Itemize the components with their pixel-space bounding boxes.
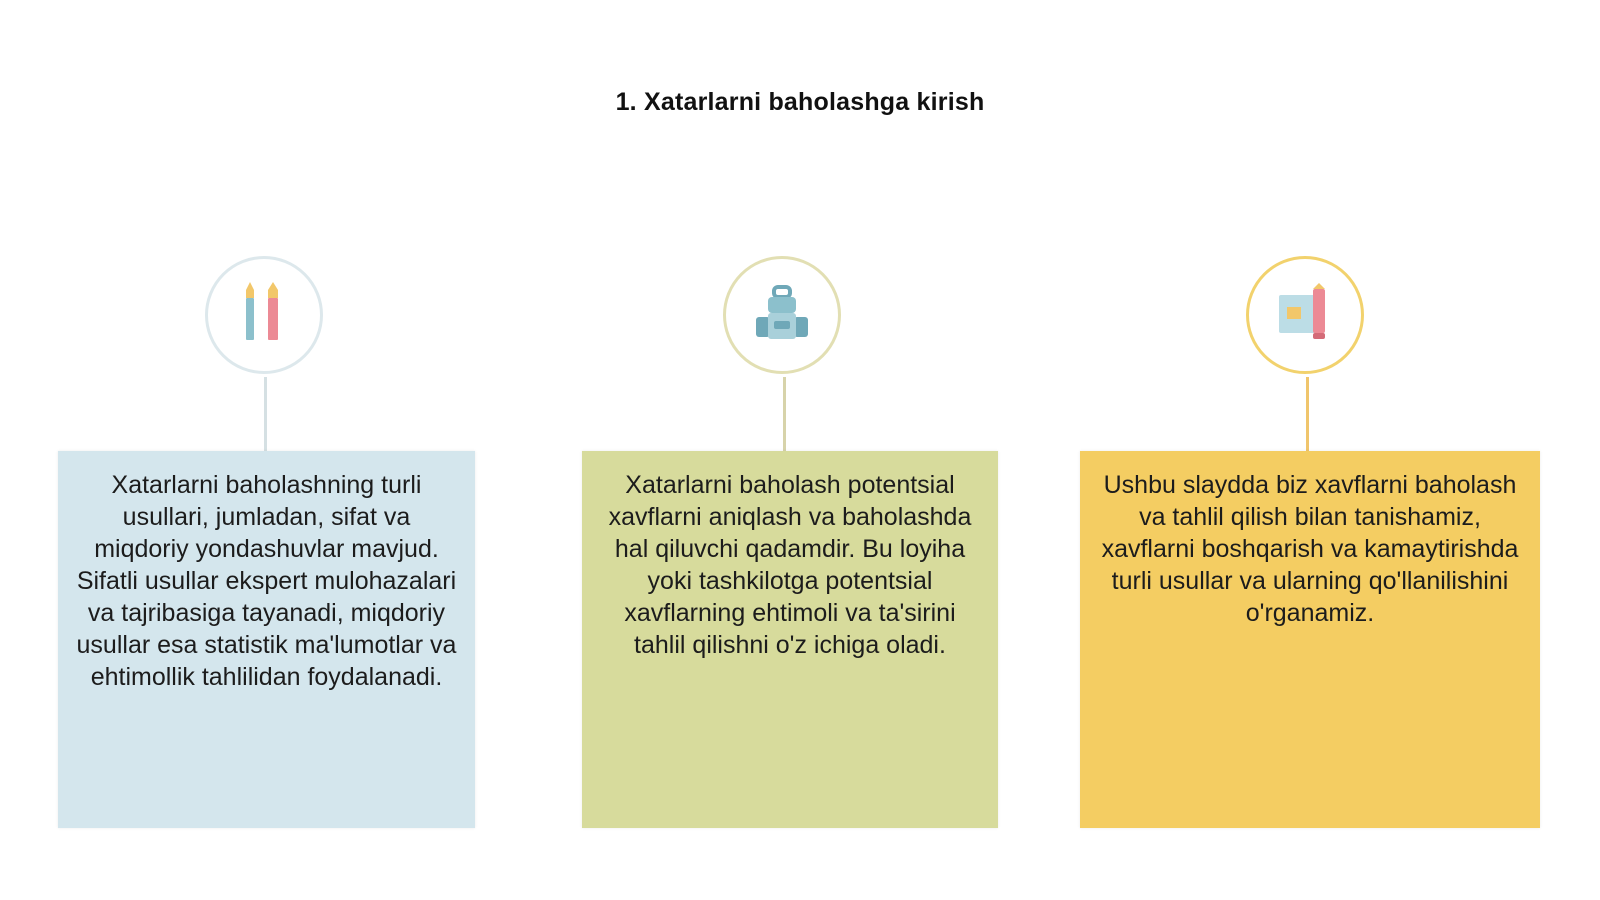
info-card-1 <box>58 451 475 828</box>
icon-circle-3 <box>1246 256 1364 374</box>
connector-2 <box>783 377 786 451</box>
slide-title: 1. Xatarlarni baholashga kirish <box>615 88 985 116</box>
card-3-text: Ushbu slaydda biz xavflarni baholash va tahlil qilish bilan tanishamiz, xavflarni boshqarish va kamaytirishda turli usullar va ularning qo'llanilishini o'rganamiz. <box>1101 471 1519 627</box>
backpack-icon <box>750 283 814 347</box>
icon-circle-2 <box>723 256 841 374</box>
info-card-2 <box>582 451 998 828</box>
pencils-icon <box>234 280 294 350</box>
connector-1 <box>264 377 267 451</box>
card-2-text: Xatarlarni baholash potentsial xavflarni aniqlash va baholashda hal qiluvchi qadamdir. Bu loyiha yoki tashkilotga potentsial xavflarning ehtimoli va ta'sirini tahlil qilishni o'z ichiga oladi. <box>608 471 972 659</box>
connector-3 <box>1306 377 1309 451</box>
icon-circle-1 <box>205 256 323 374</box>
notepad-pencil-icon <box>1273 283 1337 347</box>
card-1-text: Xatarlarni baholashning turli usullari, jumladan, sifat va miqdoriy yondashuvlar mavjud. Sifatli usullar ekspert mulohazalari va tajribasiga tayanadi, miqdoriy usullar esa statistik ma'lumotlar va ehtimollik tahlilidan foydalanadi. <box>76 471 457 691</box>
info-card-3 <box>1080 451 1540 828</box>
